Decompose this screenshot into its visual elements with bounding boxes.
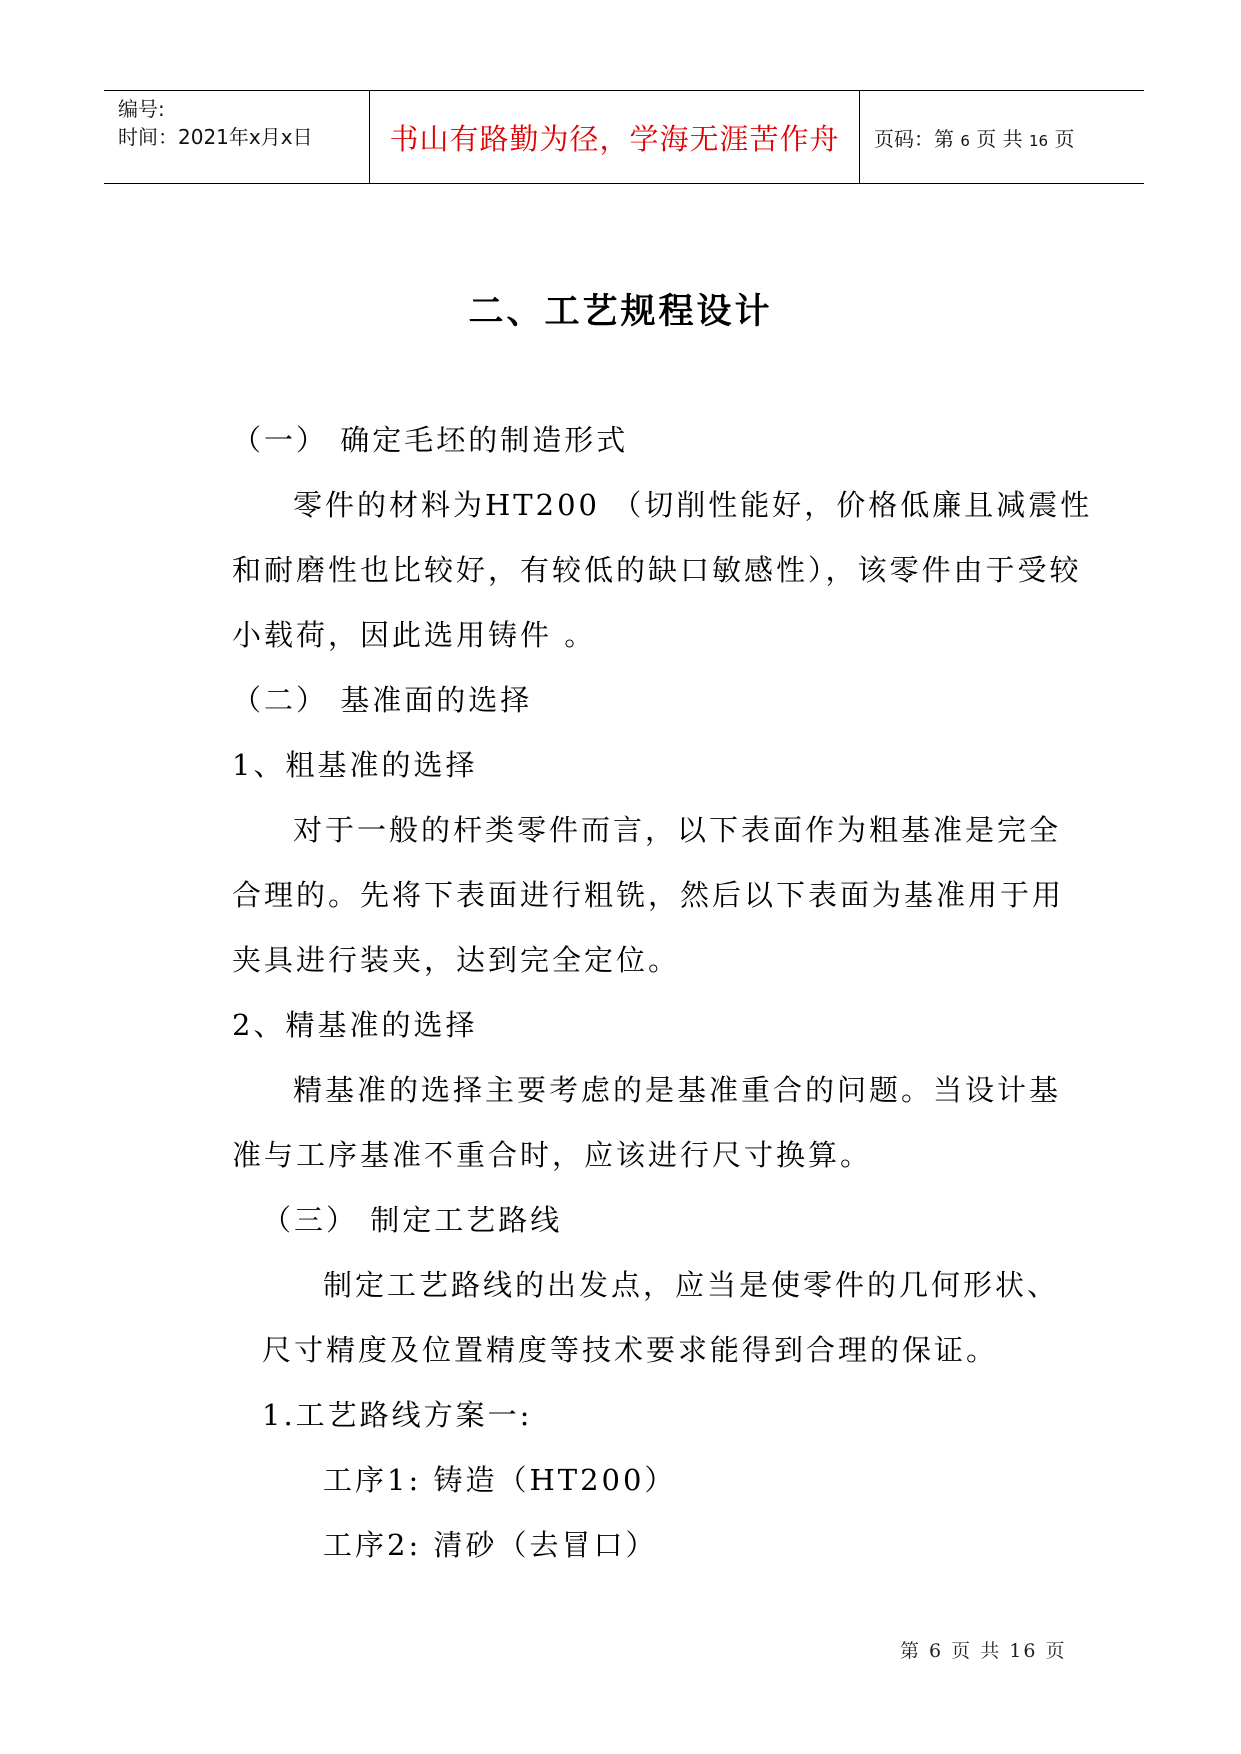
process-step: 工序2: 清砂（去冒口） [323, 1528, 658, 1562]
subsection-heading: （一） 确定毛坯的制造形式 [232, 423, 629, 457]
page-suffix: 页 [1054, 127, 1075, 151]
item-heading: 2、精基准的选择 [232, 1008, 478, 1042]
page-mid: 页 共 [976, 127, 1023, 151]
page-current: 6 [960, 132, 970, 150]
subsection-heading: （二） 基准面的选择 [232, 683, 533, 717]
page-total: 16 [1028, 132, 1049, 150]
header-meta [118, 95, 313, 151]
paragraph-line: 小载荷，因此选用铸件 。 [232, 618, 597, 652]
paragraph-line: 零件的材料为HT200 （切削性能好，价格低廉且减震性 [293, 488, 1093, 522]
time-label: 时间：2021年x月x日 [118, 125, 313, 149]
paragraph-line: 准与工序基准不重合时，应该进行尺寸换算。 [232, 1138, 873, 1172]
paragraph-line: 制定工艺路线的出发点，应当是使零件的几何形状、 [323, 1268, 1060, 1302]
section-title: 二、工艺规程设计 [468, 291, 773, 332]
item-heading: 1.工艺路线方案一: [262, 1398, 533, 1432]
number-label: 编号: [118, 97, 165, 121]
paragraph-line: 精基准的选择主要考虑的是基准重合的问题。当设计基 [293, 1073, 1062, 1107]
paragraph-line: 合理的。先将下表面进行粗铣，然后以下表面为基准用于用 [232, 878, 1065, 912]
paragraph-line: 对于一般的杆类零件而言，以下表面作为粗基准是完全 [293, 813, 1062, 847]
page-header [104, 90, 1144, 184]
page-footer: 第 6 页 共 16 页 [900, 1640, 1067, 1662]
page-prefix: 页码：第 [874, 127, 954, 151]
paragraph-line: 尺寸精度及位置精度等技术要求能得到合理的保证。 [262, 1333, 999, 1367]
subsection-heading: （三） 制定工艺路线 [262, 1203, 563, 1237]
paragraph-line: 夹具进行装夹，达到完全定位。 [232, 943, 681, 977]
header-page-number [874, 123, 1074, 152]
paragraph-line: 和耐磨性也比较好，有较低的缺口敏感性），该零件由于受较 [232, 553, 1082, 587]
header-motto: 书山有路勤为径，学海无涯苦作舟 [389, 122, 840, 156]
header-divider [859, 91, 860, 183]
process-step: 工序1: 铸造（HT200） [323, 1463, 677, 1497]
item-heading: 1、粗基准的选择 [232, 748, 478, 782]
